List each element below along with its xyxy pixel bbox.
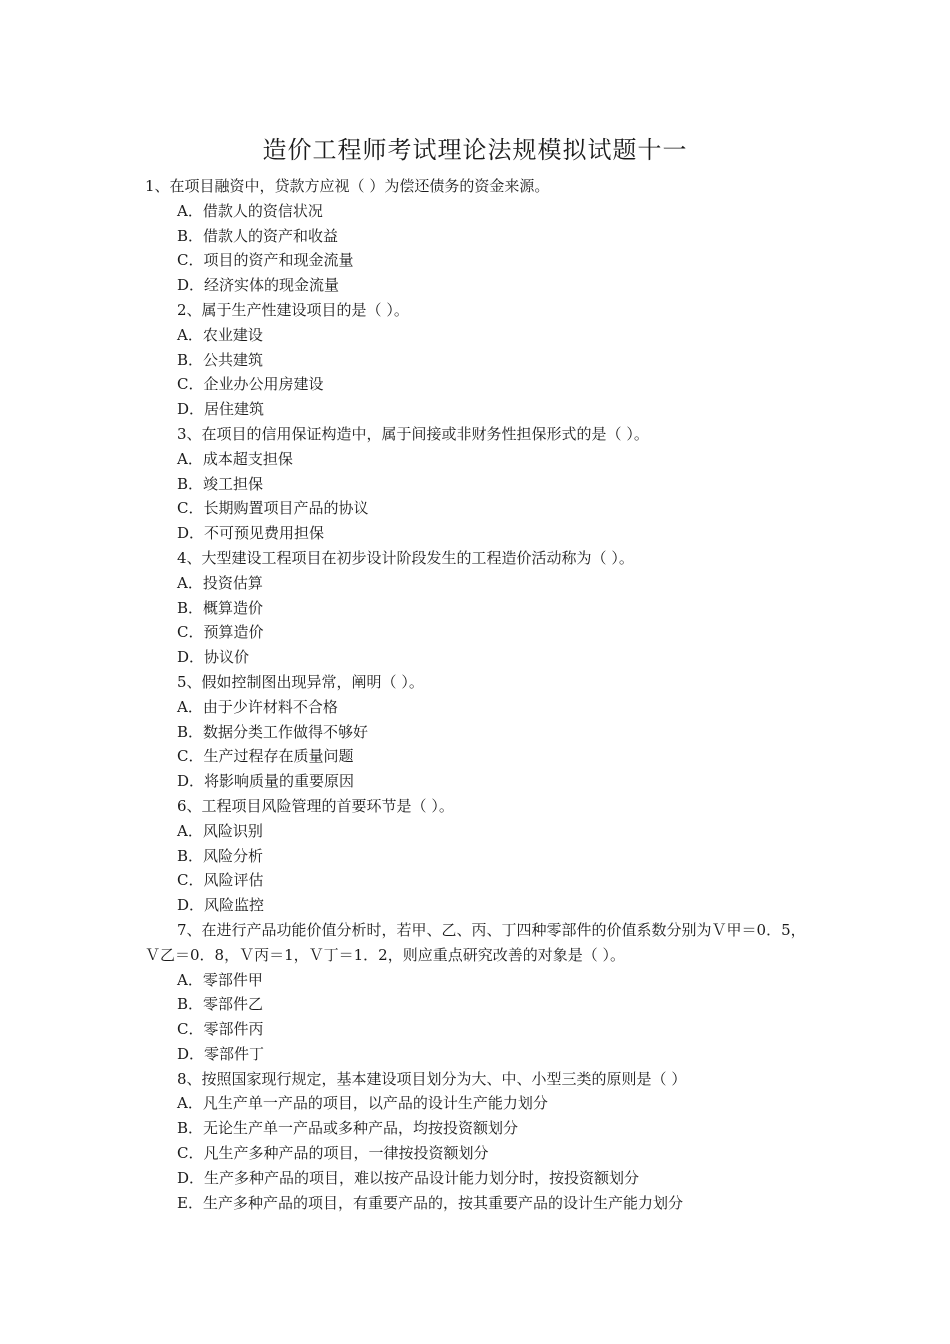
question-8-option-b: B．无论生产单一产品或多种产品，均按投资额划分 <box>177 1119 519 1138</box>
question-6-stem: 6、工程项目风险管理的首要环节是（ ）。 <box>177 796 454 815</box>
document-title: 造价工程师考试理论法规模拟试题十一 <box>262 136 688 164</box>
question-8-option-c: C．凡生产多种产品的项目，一律按投资额划分 <box>177 1144 489 1163</box>
question-5-option-b: B．数据分类工作做得不够好 <box>177 722 369 741</box>
question-4-option-d: D．协议价 <box>177 648 250 667</box>
question-1-option-d: D．经济实体的现金流量 <box>177 276 340 295</box>
question-7-option-c: C．零部件丙 <box>177 1020 264 1039</box>
question-2-option-b: B．公共建筑 <box>177 350 264 369</box>
question-2-stem: 2、属于生产性建设项目的是（ ）。 <box>177 300 409 319</box>
question-3-stem: 3、在项目的信用保证构造中，属于间接或非财务性担保形式的是（ ）。 <box>177 424 649 443</box>
question-8-option-d: D．生产多种产品的项目，难以按产品设计能力划分时，按投资额划分 <box>177 1168 640 1187</box>
question-4-option-a: A．投资估算 <box>177 573 263 592</box>
question-6-option-a: A．风险识别 <box>177 821 263 840</box>
question-5-option-a: A．由于少许材料不合格 <box>177 697 338 716</box>
question-6-option-d: D．风险监控 <box>177 896 265 915</box>
question-7-option-a: A．零部件甲 <box>177 970 263 989</box>
question-2-option-d: D．居住建筑 <box>177 400 265 419</box>
question-3-option-c: C．长期购置项目产品的协议 <box>177 499 369 518</box>
question-7-option-b: B．零部件乙 <box>177 995 264 1014</box>
question-4-option-b: B．概算造价 <box>177 598 264 617</box>
question-3-option-a: A．成本超支担保 <box>177 449 293 468</box>
question-5-option-c: C．生产过程存在质量问题 <box>177 747 354 766</box>
question-1-option-a: A．借款人的资信状况 <box>177 201 323 220</box>
question-2-option-c: C．企业办公用房建设 <box>177 375 324 394</box>
question-5-option-d: D．将影响质量的重要原因 <box>177 772 355 791</box>
question-4-stem: 4、大型建设工程项目在初步设计阶段发生的工程造价活动称为（ ）。 <box>177 548 634 567</box>
question-1-option-c: C．项目的资产和现金流量 <box>177 251 354 270</box>
question-8-option-a: A．凡生产单一产品的项目，以产品的设计生产能力划分 <box>177 1094 548 1113</box>
question-8-option-e: E．生产多种产品的项目，有重要产品的，按其重要产品的设计生产能力划分 <box>177 1193 683 1212</box>
question-6-option-c: C．风险评估 <box>177 871 264 890</box>
question-list <box>145 174 815 1215</box>
question-4-option-c: C．预算造价 <box>177 623 264 642</box>
question-1-stem: 1、在项目融资中，贷款方应视（ ）为偿还债务的资金来源。 <box>145 177 550 195</box>
question-6-option-b: B．风险分析 <box>177 846 264 865</box>
question-8-stem: 8、按照国家现行规定，基本建设项目划分为大、中、小型三类的原则是（ ） <box>177 1069 687 1088</box>
question-7-stem: 7、在进行产品功能价值分析时，若甲、乙、丙、丁四种零部件的价值系数分别为Ｖ甲＝0．5，Ｖ乙＝0．8，Ｖ丙＝1，Ｖ丁＝1．2，则应重点研究改善的对象是（ ）。 <box>145 920 806 964</box>
question-3-option-b: B．竣工担保 <box>177 474 264 493</box>
question-5-stem: 5、假如控制图出现异常，阐明（ ）。 <box>177 672 424 691</box>
question-3-option-d: D．不可预见费用担保 <box>177 524 325 543</box>
question-7-option-d: D．零部件丁 <box>177 1044 265 1063</box>
question-2-option-a: A．农业建设 <box>177 325 263 344</box>
question-1-option-b: B．借款人的资产和收益 <box>177 226 339 245</box>
